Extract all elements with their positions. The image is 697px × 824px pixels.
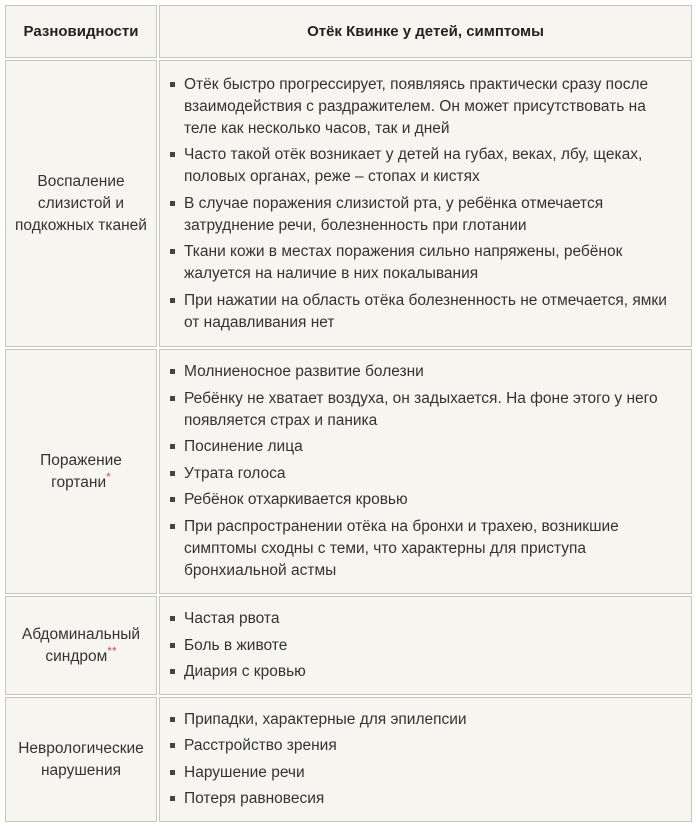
category-cell xyxy=(5,697,157,822)
list-item: Нарушение речи xyxy=(160,762,679,784)
header-types: Разновидности xyxy=(5,5,157,58)
symptoms-cell xyxy=(159,349,692,594)
list-item: Молниеносное развитие болезни xyxy=(160,361,679,383)
category-label: Воспаление слизистой и подкожных тканей xyxy=(15,172,147,234)
list-item: Утрата голоса xyxy=(160,463,679,485)
list-item: Отёк быстро прогрессирует, появляясь практически сразу после взаимодействия с раздражителем. Он может присутствовать на теле как несколько часов, так и дней xyxy=(160,74,679,140)
symptom-list xyxy=(160,709,691,811)
symptom-list xyxy=(160,361,691,582)
table-row xyxy=(5,697,692,822)
category-cell xyxy=(5,596,157,695)
symptoms-table xyxy=(3,3,694,824)
header-row xyxy=(5,5,692,58)
list-item: Ребёнок отхаркивается кровью xyxy=(160,489,679,511)
list-item: Частая рвота xyxy=(160,608,679,630)
header-symptoms: Отёк Квинке у детей, симптомы xyxy=(159,5,692,58)
symptoms-cell xyxy=(159,697,692,822)
footnote-marker: * xyxy=(106,469,111,484)
category-label: Абдоминальный синдром xyxy=(21,625,141,665)
table-row xyxy=(5,349,692,594)
table-row xyxy=(5,596,692,695)
list-item: При распространении отёка на бронхи и трахею, возникшие симптомы сходны с теми, что характерны для приступа бронхиальной астмы xyxy=(160,516,679,582)
list-item: Расстройство зрения xyxy=(160,735,679,757)
footnote-marker: ** xyxy=(107,643,117,658)
list-item: В случае поражения слизистой рта, у ребёнка отмечается затруднение речи, болезненность при глотании xyxy=(160,193,679,237)
symptom-list xyxy=(160,74,691,334)
list-item: Ткани кожи в местах поражения сильно напряжены, ребёнок жалуется на наличие в них покалывания xyxy=(160,241,679,285)
list-item: Посинение лица xyxy=(160,436,679,458)
list-item: При нажатии на область отёка болезненность не отмечается, ямки от надавливания нет xyxy=(160,290,679,334)
symptoms-cell xyxy=(159,596,692,695)
category-label: Поражение гортани xyxy=(40,451,122,491)
list-item: Часто такой отёк возникает у детей на губах, веках, лбу, щеках, половых органах, реже – стопах и кистях xyxy=(160,144,679,188)
category-cell xyxy=(5,349,157,594)
symptom-list xyxy=(160,608,691,683)
list-item: Ребёнку не хватает воздуха, он задыхается. На фоне этого у него появляется страх и паника xyxy=(160,388,679,432)
list-item: Потеря равновесия xyxy=(160,788,679,810)
category-label: Неврологические нарушения xyxy=(18,739,144,779)
category-cell xyxy=(5,60,157,347)
list-item: Диария с кровью xyxy=(160,661,679,683)
list-item: Боль в животе xyxy=(160,635,679,657)
symptoms-cell xyxy=(159,60,692,347)
symptoms-table-container xyxy=(3,3,692,824)
list-item: Припадки, характерные для эпилепсии xyxy=(160,709,679,731)
table-row xyxy=(5,60,692,347)
